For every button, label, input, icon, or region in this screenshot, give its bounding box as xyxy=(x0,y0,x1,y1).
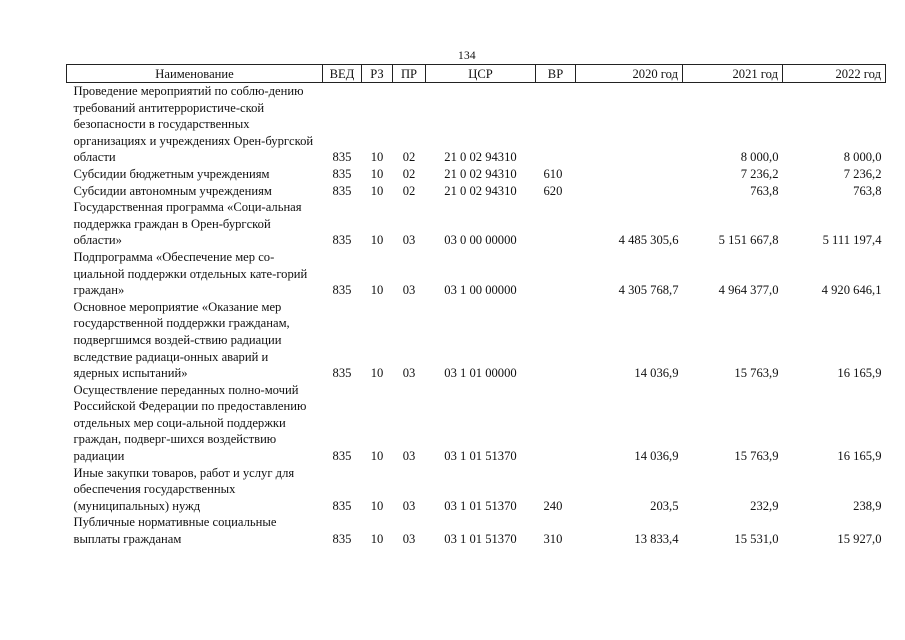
cell-pr: 03 xyxy=(402,449,416,464)
cell-name: Иные закупки товаров, работ и услуг для обеспечения государственных (муниципальных) нужд xyxy=(73,465,295,513)
cell-pr: 03 xyxy=(402,532,416,547)
table-row xyxy=(67,199,886,249)
cell-pr: 03 xyxy=(402,366,416,381)
cell-2020: 14 036,9 xyxy=(634,366,679,381)
table-row xyxy=(67,514,886,547)
cell-ved: 835 xyxy=(332,233,352,248)
table-row xyxy=(67,465,886,515)
budget-table xyxy=(66,64,886,548)
cell-name: Государственная программа «Соци-альная поддержка граждан в Орен-бургской области» xyxy=(73,200,302,248)
table-row xyxy=(67,183,886,200)
cell-vr: 610 xyxy=(543,166,563,181)
cell-name: Осуществление переданных полно-мочий Российской Федерации по предоставлению отдельных мер соци-альной поддержки граждан, подверг-шихся воздействию радиации xyxy=(73,382,307,464)
header-year-2022: 2022 год xyxy=(783,65,886,83)
table-header xyxy=(67,65,886,83)
cell-csr: 03 0 00 00000 xyxy=(444,233,517,248)
cell-2021: 15 763,9 xyxy=(734,449,779,464)
table-row xyxy=(67,166,886,183)
cell-ved: 835 xyxy=(332,283,352,298)
cell-csr: 03 1 01 51370 xyxy=(444,449,517,464)
cell-rz: 10 xyxy=(370,532,384,547)
cell-csr: 03 1 01 00000 xyxy=(444,366,517,381)
cell-2022: 15 927,0 xyxy=(837,532,882,547)
cell-2022: 7 236,2 xyxy=(843,166,882,181)
header-csr: ЦСР xyxy=(426,65,536,83)
cell-name: Публичные нормативные социальные выплаты гражданам xyxy=(73,515,277,547)
cell-csr: 21 0 02 94310 xyxy=(444,150,517,165)
cell-2022: 238,9 xyxy=(853,498,882,513)
cell-pr: 03 xyxy=(402,233,416,248)
header-row xyxy=(67,65,886,83)
cell-rz: 10 xyxy=(370,366,384,381)
table-row xyxy=(67,299,886,382)
cell-ved: 835 xyxy=(332,150,352,165)
cell-ved: 835 xyxy=(332,183,352,198)
header-rz: РЗ xyxy=(362,65,393,83)
cell-name: Подпрограмма «Обеспечение мер со-циальной поддержки отдельных кате-горий граждан» xyxy=(73,249,308,298)
cell-ved: 835 xyxy=(332,366,352,381)
cell-2022: 16 165,9 xyxy=(837,449,882,464)
cell-vr xyxy=(536,382,576,465)
cell-2020: 203,5 xyxy=(650,498,679,513)
cell-name: Проведение мероприятий по соблю-дению требований антитеррористиче-ской безопасности в государственных организациях и учреждениях Орен-бургской области xyxy=(73,84,314,165)
cell-ved: 835 xyxy=(332,449,352,464)
cell-2021: 8 000,0 xyxy=(740,150,779,165)
cell-name: Субсидии автономным учреждениям xyxy=(73,183,272,198)
cell-2021: 4 964 377,0 xyxy=(718,283,779,298)
cell-2021: 5 151 667,8 xyxy=(718,233,779,248)
cell-2022: 5 111 197,4 xyxy=(822,233,882,248)
table-row xyxy=(67,83,886,166)
cell-2021: 7 236,2 xyxy=(740,166,779,181)
cell-vr: 310 xyxy=(543,532,563,547)
cell-ved: 835 xyxy=(332,166,352,181)
cell-vr: 620 xyxy=(543,183,563,198)
cell-csr: 03 1 01 51370 xyxy=(444,498,517,513)
table-body xyxy=(67,83,886,548)
cell-ved: 835 xyxy=(332,532,352,547)
cell-vr xyxy=(536,299,576,382)
cell-2020: 4 305 768,7 xyxy=(618,283,679,298)
cell-name: Субсидии бюджетным учреждениям xyxy=(73,166,270,181)
table-row xyxy=(67,249,886,299)
cell-2020: 14 036,9 xyxy=(634,449,679,464)
page-number: 134 xyxy=(458,50,476,62)
cell-csr: 03 1 00 00000 xyxy=(444,283,517,298)
cell-2022: 16 165,9 xyxy=(837,366,882,381)
cell-pr: 03 xyxy=(402,498,416,513)
cell-vr xyxy=(536,199,576,249)
header-ved: ВЕД xyxy=(323,65,362,83)
cell-2020: 4 485 305,6 xyxy=(618,233,679,248)
cell-2021: 232,9 xyxy=(750,498,779,513)
cell-rz: 10 xyxy=(370,498,384,513)
cell-2020 xyxy=(576,166,683,183)
header-year-2021: 2021 год xyxy=(683,65,783,83)
cell-2022: 8 000,0 xyxy=(843,150,882,165)
cell-rz: 10 xyxy=(370,150,384,165)
cell-ved: 835 xyxy=(332,498,352,513)
cell-vr: 240 xyxy=(543,498,563,513)
header-year-2020: 2020 год xyxy=(576,65,683,83)
cell-2020: 13 833,4 xyxy=(634,532,679,547)
cell-2021: 15 531,0 xyxy=(734,532,779,547)
cell-2020 xyxy=(576,83,683,166)
cell-rz: 10 xyxy=(370,183,384,198)
cell-2021: 763,8 xyxy=(750,183,779,198)
cell-2022: 4 920 646,1 xyxy=(821,283,882,298)
cell-csr: 03 1 01 51370 xyxy=(444,532,517,547)
cell-pr: 02 xyxy=(402,150,416,165)
cell-csr: 21 0 02 94310 xyxy=(444,183,517,198)
cell-rz: 10 xyxy=(370,449,384,464)
cell-vr xyxy=(536,83,576,166)
cell-pr: 02 xyxy=(402,166,416,181)
cell-pr: 03 xyxy=(402,283,416,298)
header-vr: ВР xyxy=(536,65,576,83)
cell-rz: 10 xyxy=(370,283,384,298)
cell-vr xyxy=(536,249,576,299)
cell-2022: 763,8 xyxy=(853,183,882,198)
cell-name: Основное мероприятие «Оказание мер государственной поддержки гражданам, подвергшимся воздей-ствию радиации вследствие радиаци-онных аварий и ядерных испытаний» xyxy=(73,299,290,381)
header-pr: ПР xyxy=(393,65,426,83)
cell-pr: 02 xyxy=(402,183,416,198)
cell-2020 xyxy=(576,183,683,200)
cell-2021: 15 763,9 xyxy=(734,366,779,381)
table-row xyxy=(67,382,886,465)
cell-rz: 10 xyxy=(370,233,384,248)
cell-rz: 10 xyxy=(370,166,384,181)
header-name: Наименование xyxy=(67,65,323,83)
cell-csr: 21 0 02 94310 xyxy=(444,166,517,181)
